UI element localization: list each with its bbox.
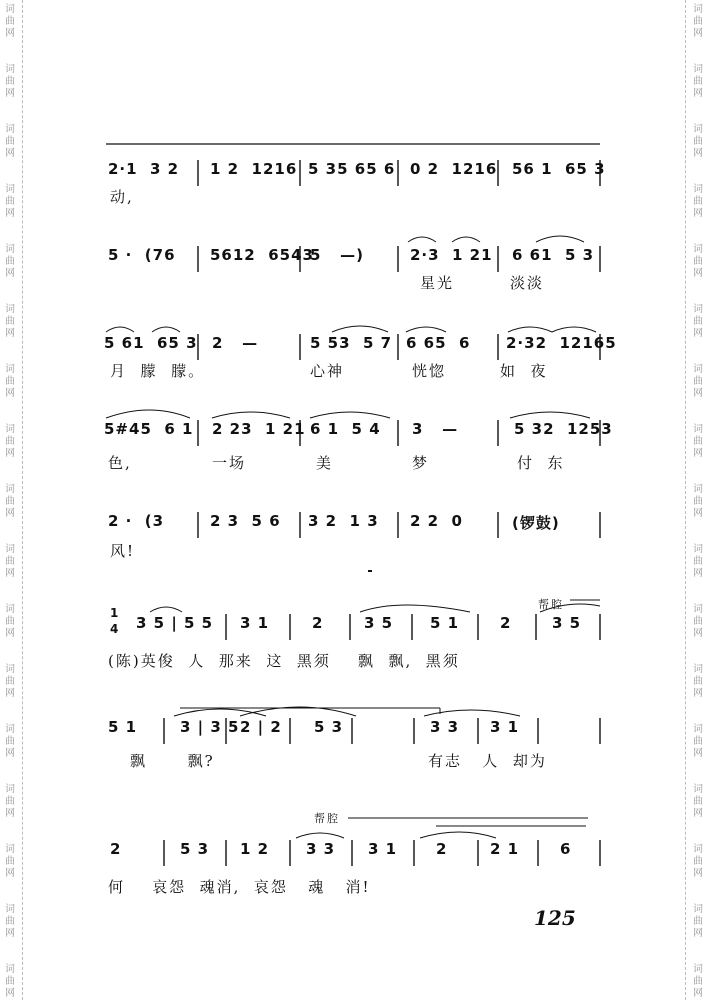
measure-notes: 5612 6543	[210, 246, 314, 264]
watermark-char: 词	[5, 484, 15, 495]
watermark-char: 网	[693, 28, 703, 39]
watermark-char: 曲	[5, 496, 15, 507]
watermark-char: 曲	[693, 616, 703, 627]
measure-notes: 2·32 12165	[506, 334, 617, 352]
measure-notes: 5 1	[108, 718, 138, 736]
watermark-char: 词	[693, 964, 703, 975]
watermark-char: 词	[5, 364, 15, 375]
page-number: 125	[534, 906, 576, 930]
measure-notes: 5 53 5 7	[310, 334, 393, 352]
watermark-char: 词	[5, 964, 15, 975]
measure-notes: 2 2 0	[410, 512, 463, 530]
watermark-char: 曲	[5, 856, 15, 867]
lyric-text: 色,	[108, 454, 132, 472]
watermark-char: 曲	[5, 136, 15, 147]
measure-notes: 1 2 1216	[210, 160, 298, 178]
measure-notes: 2 | 2	[240, 718, 282, 736]
measure-notes: 2 · (3	[108, 512, 165, 530]
watermark-char: 网	[5, 388, 15, 399]
watermark-char: 网	[5, 748, 15, 759]
watermark-char: 曲	[5, 676, 15, 687]
watermark-char: 网	[693, 688, 703, 699]
watermark-char: 词	[5, 4, 15, 15]
watermark-char: 网	[5, 628, 15, 639]
watermark-char: 网	[693, 628, 703, 639]
lyric-text: 动,	[110, 188, 134, 206]
watermark-char: 曲	[693, 76, 703, 87]
watermark-char: 词	[5, 724, 15, 735]
watermark-char: 网	[693, 88, 703, 99]
watermark-char: 网	[693, 748, 703, 759]
watermark-char: 网	[693, 148, 703, 159]
watermark-char: 网	[5, 268, 15, 279]
lyric-text: 美	[316, 454, 334, 472]
watermark-char: 曲	[693, 196, 703, 207]
measure-notes: 5 —)	[310, 246, 364, 264]
measure-notes: 2·1 3 2	[108, 160, 180, 178]
watermark-char: 网	[693, 928, 703, 939]
measure-notes: 2	[436, 840, 448, 858]
watermark-char: 词	[693, 4, 703, 15]
measure-notes: 5 1	[430, 614, 460, 632]
watermark-char: 网	[693, 508, 703, 519]
lyric-text: (陈)英俊 人 那来 这 黑须 飘 飘, 黑须	[108, 652, 460, 670]
lyric-text: 星光	[420, 274, 455, 292]
measure-notes: 3 —	[412, 420, 459, 438]
watermark-char: 词	[5, 244, 15, 255]
watermark-char: 曲	[693, 676, 703, 687]
watermark-char: 曲	[5, 796, 15, 807]
watermark-char: 词	[5, 64, 15, 75]
watermark-char: 词	[5, 844, 15, 855]
watermark-char: 曲	[693, 16, 703, 27]
measure-notes: 6 1 5 4	[310, 420, 381, 438]
chorus-label: 帮腔	[314, 812, 340, 825]
lyric-text: 如 夜	[500, 362, 548, 380]
watermark-char: 曲	[5, 616, 15, 627]
lyric-text: 有志 人 却为	[428, 752, 547, 770]
watermark-char: 曲	[693, 916, 703, 927]
watermark-char: 词	[693, 424, 703, 435]
watermark-char: 词	[693, 484, 703, 495]
watermark-char: 词	[693, 544, 703, 555]
watermark-char: 网	[693, 448, 703, 459]
measure-notes: 3 5 | 5 5	[136, 614, 214, 632]
watermark-char: 网	[5, 508, 15, 519]
lyric-text: 梦	[412, 454, 430, 472]
measure-notes: 2 3 5 6	[210, 512, 281, 530]
measure-notes: 5 61 65 3	[104, 334, 198, 352]
watermark-char: 曲	[693, 256, 703, 267]
measure-notes: 5 32 1253	[514, 420, 613, 438]
watermark-char: 词	[693, 364, 703, 375]
watermark-char: 曲	[693, 736, 703, 747]
watermark-char: 网	[693, 988, 703, 999]
watermark-char: 曲	[693, 796, 703, 807]
measure-notes: 3 1	[368, 840, 398, 858]
watermark-char: 词	[693, 724, 703, 735]
watermark-char: 曲	[5, 196, 15, 207]
lyric-text: 心神	[310, 362, 345, 380]
watermark-char: 词	[5, 424, 15, 435]
watermark-char: 词	[693, 244, 703, 255]
measure-notes: 3 5	[552, 614, 582, 632]
watermark-char: 词	[5, 664, 15, 675]
measure-notes: 2 —	[212, 334, 259, 352]
watermark-char: 曲	[5, 256, 15, 267]
measure-notes: 2 1	[490, 840, 520, 858]
measure-notes: 2 23 1 21	[212, 420, 306, 438]
watermark-char: 词	[5, 544, 15, 555]
watermark-char: 网	[693, 328, 703, 339]
watermark-char: 词	[693, 64, 703, 75]
watermark-char: 词	[5, 904, 15, 915]
watermark-char: 曲	[5, 976, 15, 987]
lyric-text: 月 朦 朦。	[110, 362, 206, 380]
watermark-char: 曲	[693, 556, 703, 567]
measure-notes: 3 5	[364, 614, 394, 632]
watermark-char: 网	[5, 868, 15, 879]
measure-notes: 3 | 3 5	[180, 718, 240, 736]
watermark-char: 词	[5, 124, 15, 135]
lyric-text: 飘 飘?	[130, 752, 215, 770]
measure-notes: 3 3	[306, 840, 336, 858]
watermark-char: 网	[5, 148, 15, 159]
measure-notes: 2·3 1 21	[410, 246, 493, 264]
watermark-char: 曲	[5, 556, 15, 567]
watermark-char: 曲	[5, 16, 15, 27]
watermark-char: 词	[693, 304, 703, 315]
watermark-char: 曲	[693, 496, 703, 507]
measure-notes: 6 61 5 3	[512, 246, 595, 264]
watermark-char: 网	[5, 568, 15, 579]
watermark-char: 网	[5, 328, 15, 339]
watermark-char: 词	[693, 124, 703, 135]
measure-notes: 5 35 65 6	[308, 160, 396, 178]
measure-notes: 5 3	[180, 840, 210, 858]
watermark-char: 词	[5, 184, 15, 195]
watermark-char: 网	[5, 448, 15, 459]
lyric-text: 恍惚	[412, 362, 447, 380]
watermark-char: 网	[693, 208, 703, 219]
watermark-char: 曲	[5, 916, 15, 927]
measure-notes: 0 2 1216	[410, 160, 498, 178]
watermark-char: 网	[693, 268, 703, 279]
watermark-char: 网	[693, 568, 703, 579]
watermark-char: 网	[5, 28, 15, 39]
watermark-char: 词	[693, 664, 703, 675]
watermark-char: 曲	[5, 316, 15, 327]
lyric-text: 何 哀怨 魂消, 哀怨 魂 消!	[108, 878, 371, 896]
watermark-char: 曲	[693, 976, 703, 987]
measure-notes: 5 3	[314, 718, 344, 736]
watermark-char: 词	[5, 304, 15, 315]
watermark-char: 曲	[693, 136, 703, 147]
lyric-text: 一场	[212, 454, 247, 472]
watermark-char: 网	[693, 868, 703, 879]
measure-notes: 2	[110, 840, 122, 858]
watermark-char: 曲	[693, 376, 703, 387]
lyric-text: 风!	[110, 542, 136, 560]
watermark-char: 曲	[693, 856, 703, 867]
watermark-char: 网	[5, 688, 15, 699]
watermark-char: 词	[5, 784, 15, 795]
measure-notes: 3 2 1 3	[308, 512, 379, 530]
watermark-char: 网	[5, 208, 15, 219]
watermark-char: 曲	[5, 376, 15, 387]
watermark-char: 曲	[5, 436, 15, 447]
watermark-char: 网	[5, 988, 15, 999]
measure-notes: 3 3	[430, 718, 460, 736]
time-signature-bottom: 4	[110, 622, 120, 636]
measure-notes: 1 2	[240, 840, 270, 858]
chorus-label: 帮腔	[538, 598, 564, 611]
measure-notes: 56 1 65 3	[512, 160, 606, 178]
watermark-char: 曲	[5, 76, 15, 87]
watermark-char: 词	[693, 604, 703, 615]
time-signature-top: 1	[110, 606, 120, 620]
watermark-char: 网	[693, 388, 703, 399]
watermark-char: 曲	[693, 436, 703, 447]
watermark-char: 词	[693, 844, 703, 855]
watermark-char: 词	[693, 904, 703, 915]
watermark-char: 网	[5, 808, 15, 819]
watermark-char: 词	[693, 184, 703, 195]
watermark-char: 曲	[693, 316, 703, 327]
lyric-text: 付 东	[517, 454, 565, 472]
watermark-char: 词	[5, 604, 15, 615]
watermark-char: 曲	[5, 736, 15, 747]
measure-notes: 5 · (76	[108, 246, 176, 264]
watermark-char: 词	[693, 784, 703, 795]
lyric-text: 淡淡	[510, 274, 545, 292]
watermark-char: 网	[693, 808, 703, 819]
measure-notes: 3 1	[490, 718, 520, 736]
measure-notes: 3 1	[240, 614, 270, 632]
measure-notes: (锣鼓)	[512, 514, 560, 532]
measure-notes: 2	[312, 614, 324, 632]
measure-notes: 5#45 6 1	[104, 420, 194, 438]
watermark-char: 网	[5, 88, 15, 99]
watermark-char: 网	[5, 928, 15, 939]
measure-notes: 6 65 6	[406, 334, 471, 352]
measure-notes: 2	[500, 614, 512, 632]
measure-notes: 6	[560, 840, 572, 858]
